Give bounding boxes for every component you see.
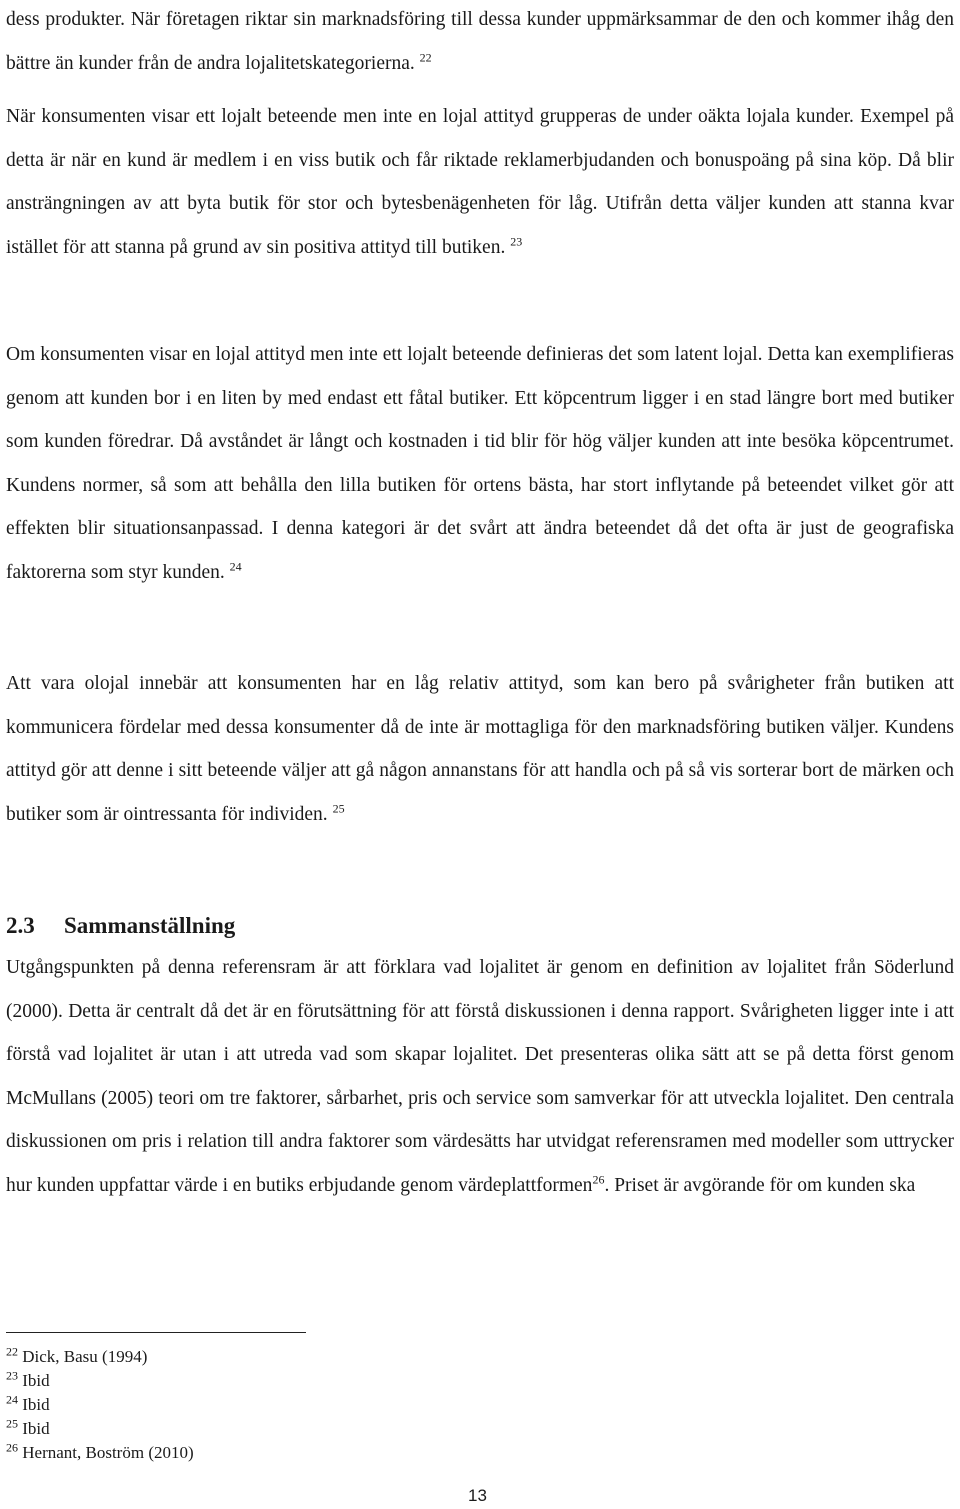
footnote [6,1345,194,1369]
footnote-number: 25 [6,1416,18,1431]
footnote-text: Ibid [22,1371,50,1390]
paragraph-summary [6,946,954,1208]
paragraph-text: Om konsumenten visar en lojal attityd men inte ett lojalt beteende definieras det som latent lojal. Detta kan exemplifieras genom att kunden bor i en liten by med endast ett fåtal butiker. Ett köpcentrum ligger i en stad längre bort med butiker som kunden föredrar. Då avståndet är långt och kostnaden i tid blir för hög väljer kunden att inte besöka köpcentrumet. Kundens normer, så som att behålla den lilla butiken för ortens bästa, har stort inflytande på beteendet vilket gör att effekten blir situationsanpassad. I denna kategori är det svårt att ändra beteendet då det ofta är just de geografiska faktorerna som styr kunden. [6,344,954,583]
footnote-ref: 23 [510,234,523,249]
section-heading [6,904,235,948]
page-number: 13 [468,1486,487,1505]
footnote-number: 22 [6,1344,18,1359]
footnote-ref: 24 [229,559,242,574]
footnote-ref: 25 [332,801,345,816]
paragraph-text: Utgångspunkten på denna referensram är att förklara vad lojalitet är genom en definition av lojalitet från Söderlund (2000). Detta är centralt då det är en förutsättning för att förstå diskussionen i denna rapport. Svårigheten ligger inte i att förstå vad lojalitet är utan i att utreda vad som skapar lojalitet. Det presenteras olika sätt att se på detta först genom McMullans (2005) teori om tre faktorer, sårbarhet, pris och service som samverkar för att utveckla lojalitet. Den centrala diskussionen om pris i relation till andra faktorer som värdesätts har utvidgat referensramen med modeller som uttrycker hur kunden uppfattar värde i en butiks erbjudande genom värdeplattformen [6,957,954,1196]
footnote-ref: 26 [592,1172,605,1187]
paragraph-latent-loyalty [6,333,954,595]
footnotes [6,1345,194,1465]
paragraph-text-continued: . Priset är avgörande för om kunden ska [604,1174,916,1196]
section-number: 2.3 [6,913,35,938]
footnote [6,1393,194,1417]
section-title: Sammanställning [64,913,236,938]
footnote-text: Hernant, Boström (2010) [22,1443,194,1462]
footnote [6,1417,194,1441]
footnote-text: Ibid [22,1395,50,1414]
footnote-divider [6,1332,306,1333]
footnote [6,1441,194,1465]
paragraph-loyal-customers [6,0,954,85]
footnote-ref: 22 [419,50,432,65]
footnote-text: Dick, Basu (1994) [22,1347,148,1366]
paragraph-spurious-loyalty [6,95,954,269]
footnote-number: 23 [6,1368,18,1383]
paragraph-text: Att vara olojal innebär att konsumenten har en låg relativ attityd, som kan bero på svårigheter från butiken att kommunicera fördelar med dessa konsumenter då de inte är mottagliga för den marknadsföring butiken väljer. Kundens attityd gör att denne i sitt beteende väljer att gå någon annanstans för att handla och på så vis sorterar bort de märken och butiker som är ointressanta för individen. [6,673,954,825]
footnote [6,1369,194,1393]
paragraph-disloyalty [6,662,954,836]
footnote-number: 24 [6,1392,18,1407]
paragraph-text: När konsumenten visar ett lojalt beteende men inte en lojal attityd grupperas de under oäkta lojala kunder. Exempel på detta är när en kund är medlem i en viss butik och får riktade reklamerbjudanden och bonuspoäng på sina köp. Då blir ansträngningen av att byta butik för stor och bytesbenägenheten för låg. Utifrån detta väljer kunden att stanna kvar istället för att stanna på grund av sin positiva attityd till butiken. [6,106,954,258]
footnote-text: Ibid [22,1419,50,1438]
paragraph-text: dess produkter. När företagen riktar sin marknadsföring till dessa kunder uppmärksammar de den och kommer ihåg den bättre än kunder från de andra lojalitetskategorierna. [6,9,954,74]
footnote-number: 26 [6,1440,18,1455]
